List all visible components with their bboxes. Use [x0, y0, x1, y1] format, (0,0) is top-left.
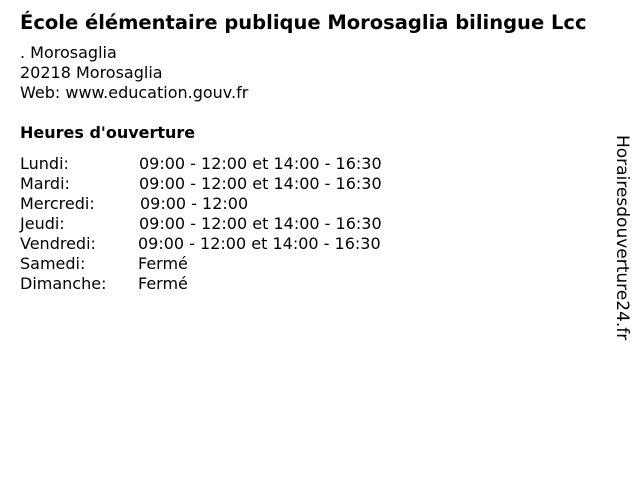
school-name: École élémentaire publique Morosaglia bilingue Lcc [20, 11, 587, 34]
address-block [20, 43, 248, 103]
address-line-1: . Morosaglia [20, 43, 117, 62]
day-hours: 09:00 - 12:00 et 14:00 - 16:30 [139, 214, 382, 233]
watermark-text: Horairesdouverture24.fr [612, 135, 632, 341]
day-hours: 09:00 - 12:00 et 14:00 - 16:30 [138, 234, 381, 253]
day-label: Lundi: [20, 154, 69, 173]
day-label: Jeudi: [20, 214, 65, 233]
site-watermark [612, 135, 634, 345]
day-hours: 09:00 - 12:00 et 14:00 - 16:30 [139, 154, 382, 173]
day-label: Mercredi: [20, 194, 95, 213]
day-label: Samedi: [20, 254, 86, 273]
day-hours: Fermé [138, 254, 188, 273]
day-label: Vendredi: [20, 234, 96, 253]
address-line-2: 20218 Morosaglia [20, 63, 163, 82]
day-hours: 09:00 - 12:00 et 14:00 - 16:30 [139, 174, 382, 193]
opening-hours-heading: Heures d'ouverture [20, 123, 196, 142]
day-label: Dimanche: [20, 274, 107, 293]
day-hours: Fermé [138, 274, 188, 293]
day-hours: 09:00 - 12:00 [140, 194, 249, 213]
day-label: Mardi: [20, 174, 70, 193]
website-line: Web: www.education.gouv.fr [20, 83, 249, 102]
